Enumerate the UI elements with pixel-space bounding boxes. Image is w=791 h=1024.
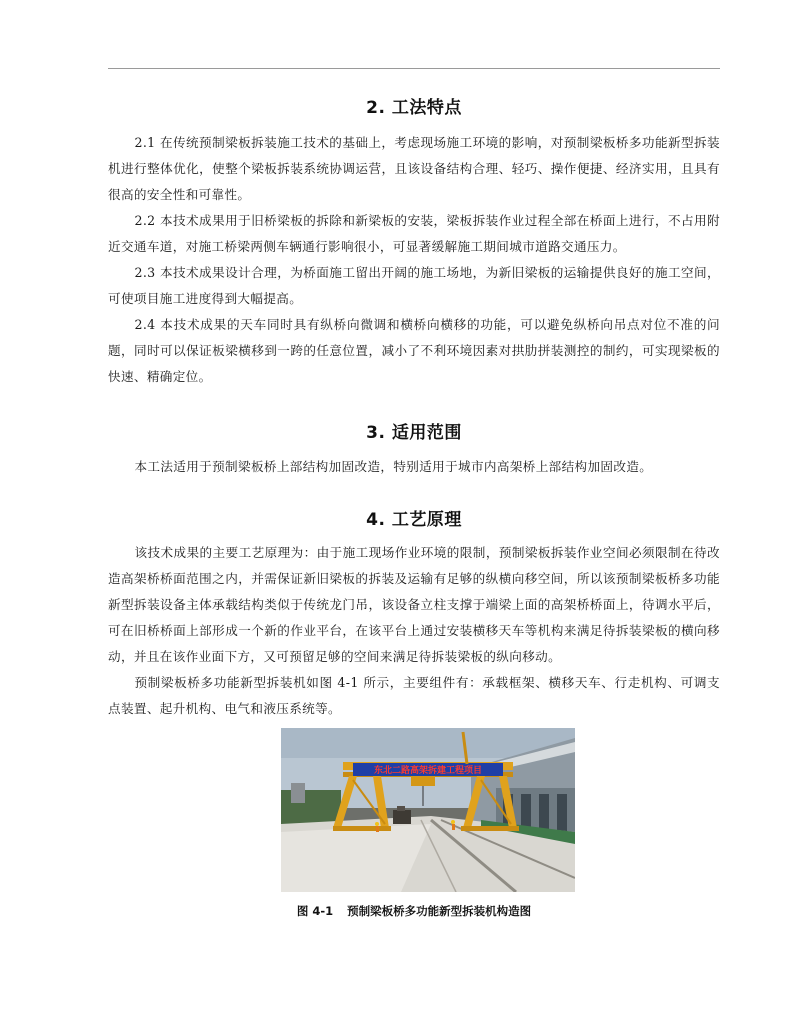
paragraph-components: 预制梁板桥多功能新型拆装机如图 4-1 所示，主要组件有：承载框架、横移天车、行走机构、可调支点装置、起升机构、电气和液压系统等。: [108, 675, 720, 716]
gantry-crane-photo: [281, 728, 575, 892]
crane-banner-text: 东北二路高架拆建工程项目: [373, 766, 483, 776]
figure-caption-text: 预制梁板桥多功能新型拆装机构造图: [347, 904, 532, 918]
paragraph-2-2: 2.2 本技术成果用于旧桥梁板的拆除和新梁板的安装，梁板拆装作业过程全部在桥面上进行，不占用附近交通车道，对施工桥梁两侧车辆通行影响很小，可显著缓解施工期间城市道路交通压力。: [108, 213, 720, 254]
paragraph-scope: 本工法适用于预制梁板桥上部结构加固改造，特别适用于城市内高架桥上部结构加固改造。: [134, 459, 653, 474]
section-heading-features: 2. 工法特点: [366, 98, 462, 118]
paragraph-2-3: 2.3 本技术成果设计合理，为桥面施工留出开阔的施工场地，为新旧梁板的运输提供良好的施工空间，可使项目施工进度得到大幅提高。: [108, 265, 720, 306]
paragraph-principle: 该技术成果的主要工艺原理为：由于施工现场作业环境的限制，预制梁板拆装作业空间必须限制在待改造高架桥桥面范围之内，并需保证新旧梁板的拆装及运输有足够的纵横向移空间，所以该预制梁板桥多功能新型拆装设备主体承载结构类似于传统龙门吊，该设备立柱支撑于端梁上面的高架桥桥面上，待调水平后，可在旧桥桥面上部形成一个新的作业平台，在该平台上通过安装横移天车等机构来满足待拆装梁板的横向移动，并且在该作业面下方，又可预留足够的空间来满足待拆装梁板的纵向移动。: [108, 545, 720, 664]
paragraph-2-1: 2.1 在传统预制梁板拆装施工技术的基础上，考虑现场施工环境的影响，对预制梁板桥多功能新型拆装机进行整体优化，使整个梁板拆装系统协调运营，且该设备结构合理、轻巧、操作便捷、经济实用，且具有很高的安全性和可靠性。: [108, 135, 720, 202]
paragraph-2-4: 2.4 本技术成果的天车同时具有纵桥向微调和横桥向横移的功能，可以避免纵桥向吊点对位不准的问题，同时可以保证板梁横移到一跨的任意位置，减小了不利环境因素对拱肋拼装测控的制约，可实现梁板的快速、精确定位。: [108, 317, 720, 384]
header-rule: [108, 68, 720, 69]
figure-caption-number: 图 4-1: [296, 904, 334, 918]
figure-caption: [108, 903, 720, 919]
section-heading-principle: 4. 工艺原理: [366, 510, 462, 530]
section-heading-scope: 3. 适用范围: [366, 423, 462, 443]
figure-photo: [281, 728, 575, 892]
